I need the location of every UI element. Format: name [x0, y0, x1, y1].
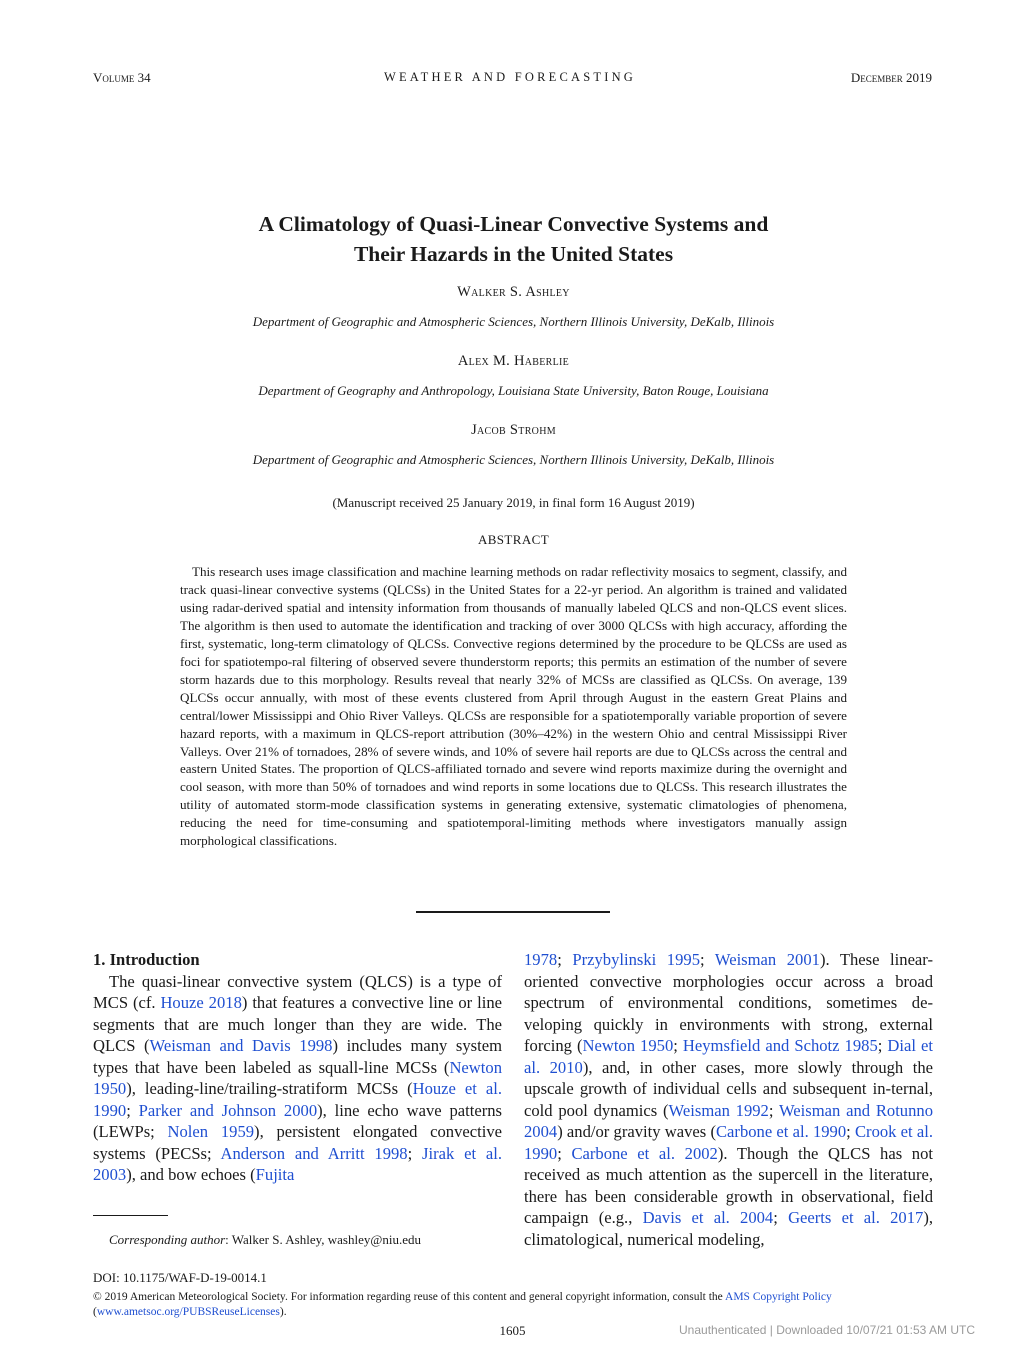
- body-text: ), leading-line/trailing-stratiform MCSs (: [126, 1079, 413, 1098]
- footnote-rule: [93, 1215, 168, 1216]
- body-text: ), climatological, numerical modeling,: [524, 1208, 933, 1249]
- running-header-journal: WEATHER AND FORECASTING: [383, 70, 637, 84]
- copyright-text: (: [93, 1306, 97, 1318]
- intro-paragraph: [93, 971, 502, 1186]
- title-line-2: Their Hazards in the United States: [353, 242, 674, 266]
- body-text: ) includes many system types that have been labeled as squall-line MCSs (: [93, 1036, 503, 1077]
- body-text: ). Though the QLCS has not received as much attention as the supercell in the literature, there has been considerable growth in observational, field campaign (e.g.,: [524, 1143, 934, 1227]
- body-text: The quasi-linear convective system (QLCS) is a type of MCS (cf.: [93, 971, 502, 1012]
- citation-link[interactable]: Parker and Johnson 2000: [138, 1100, 318, 1120]
- author-affiliation: Department of Geographic and Atmospheric Sciences, Northern Illinois University, DeKalb, Illinois: [252, 314, 775, 329]
- citation-link[interactable]: Weisman 1992: [668, 1100, 769, 1120]
- copyright-text: ).: [279, 1306, 287, 1318]
- author-name: Alex M. Haberlie: [457, 353, 570, 369]
- citation-link[interactable]: Weisman and Rotunno 2004: [524, 1100, 933, 1141]
- abstract-heading: ABSTRACT: [477, 532, 550, 547]
- citation-link[interactable]: 1978: [524, 950, 558, 969]
- abstract-text: This research uses image classification and machine learning methods on radar reflectivity mosaics to segment, classify, and track quasi-linear convective systems (QLCSs) in the United States for a 22-yr period. An algorithm is trained and validated using radar-derived spatial and intensity information from thousands of manually labeled QLCS and non-QLCS event slices. The algorithm is then used to automate the identification and tracking of over 3000 QLCSs with high accuracy, affording the first, systematic, long-term climatology of QLCSs. Convective regions determined by the procedure to be QLCSs are used as foci for spatiotempo-ral filtering of observed severe thunderstorm reports; this permits an estimation of the number of severe storm hazards due to this morphology. Results reveal that nearly 32% of MCSs are classified as QLCSs. On average, 139 QLCSs occur annually, with most of these events clustered from April through August in the eastern Great Plains and central/lower Mississippi and Ohio River Valleys. QLCSs are responsible for a spatiotemporally variable proportion of severe hazard reports, with a maximum in QLCS-report attribution (30%–42%) in the western Ohio and central Mississippi River Valleys. Over 21% of tornadoes, 28% of severe winds, and 10% of severe hail reports are due to QLCSs across the central and eastern United States. The proportion of QLCS-affiliated tornado and severe wind reports maximize during the overnight and cool season, with more than 50% of tornadoes and wind reports in some locations due to QLCSs. This research illustrates the utility of automated storm-mode classification systems in generating extensive, systematic climatologies of phenomena, reducing the need for time-consuming and spatiotemporal-limiting methods where investigators manually assign morphological classifications.: [180, 564, 847, 849]
- body-text: ;: [126, 1100, 139, 1120]
- reuse-licenses-link[interactable]: www.ametsoc.org/PUBSReuseLicenses: [96, 1306, 280, 1318]
- running-header-volume: Volume 34: [93, 70, 151, 85]
- body-text: ), persistent elongated convective systems (PECSs;: [93, 1122, 502, 1163]
- footnote-label: Corresponding author: [109, 1232, 226, 1247]
- intro-paragraph-continued: [524, 949, 933, 1250]
- page-number: 1605: [499, 1323, 526, 1338]
- body-text: ;: [773, 1208, 789, 1227]
- section-divider: [416, 911, 610, 913]
- doi: DOI: 10.1175/WAF-D-19-0014.1: [93, 1270, 267, 1285]
- body-text: ) that features a convective line or line segments that are much longer than they are wide. The QLCS (: [93, 993, 503, 1055]
- author-affiliation: Department of Geographic and Atmospheric Sciences, Northern Illinois University, DeKalb, Illinois: [252, 452, 775, 467]
- citation-link[interactable]: Newton 1950: [93, 1057, 502, 1098]
- copyright-policy-link[interactable]: AMS Copyright Policy: [725, 1291, 832, 1303]
- intro-left-column: [93, 949, 502, 1186]
- citation-link[interactable]: Crook et al. 1990: [524, 1122, 933, 1163]
- citation-link[interactable]: Jirak et al. 2003: [93, 1143, 503, 1184]
- citation-link[interactable]: Carbone et al. 2002: [571, 1143, 718, 1163]
- citation-link[interactable]: Weisman 2001: [714, 950, 820, 969]
- footnote-text: : Walker S. Ashley, washley@niu.edu: [225, 1232, 421, 1247]
- body-text: ), line echo wave patterns (LEWPs;: [93, 1100, 502, 1141]
- manuscript-dates: (Manuscript received 25 January 2019, in final form 16 August 2019): [332, 495, 695, 510]
- running-header-date: December 2019: [850, 70, 932, 85]
- body-text: ;: [700, 950, 715, 969]
- body-text: ;: [877, 1036, 888, 1055]
- citation-link[interactable]: Przybylinski 1995: [572, 950, 700, 969]
- citation-link[interactable]: Weisman and Davis 1998: [149, 1036, 333, 1055]
- body-text: ;: [557, 1143, 572, 1163]
- citation-link[interactable]: Houze 2018: [160, 993, 242, 1012]
- citation-link[interactable]: Heymsfield and Schotz 1985: [682, 1036, 878, 1055]
- author-name: Jacob Strohm: [471, 422, 556, 438]
- citation-link[interactable]: Davis et al. 2004: [642, 1208, 774, 1227]
- paper-title: [0, 209, 1020, 269]
- body-text: ;: [673, 1036, 683, 1055]
- download-watermark: Unauthenticated | Downloaded 10/07/21 01:53 AM UTC: [679, 1323, 975, 1337]
- section-heading: 1. Introduction: [93, 950, 200, 969]
- body-text: ;: [407, 1143, 423, 1163]
- body-text: ) and/or gravity waves (: [557, 1122, 716, 1141]
- citation-link[interactable]: Carbone et al. 1990: [715, 1122, 847, 1141]
- intro-right-column: [524, 949, 933, 1250]
- citation-link[interactable]: Houze et al. 1990: [93, 1079, 502, 1120]
- body-text: ;: [768, 1100, 779, 1120]
- citation-link[interactable]: Fujita: [255, 1165, 295, 1184]
- copyright-notice: [93, 1290, 935, 1320]
- copyright-text: © 2019 American Meteorological Society. For information regarding reuse of this content and general copyright information, consult the: [93, 1291, 726, 1303]
- citation-link[interactable]: Dial et al. 2010: [524, 1036, 933, 1077]
- body-text: ). These linear-oriented convective morphologies occur across a broad spectrum of environmental conditions, sometimes de-veloping quickly in environments with strong, external forcing (: [524, 950, 934, 1055]
- author-affiliation: Department of Geography and Anthropology, Louisiana State University, Baton Rouge, Louisiana: [258, 383, 769, 398]
- corresponding-author-footnote: [109, 1232, 421, 1248]
- body-text: ;: [846, 1122, 855, 1141]
- author-name: Walker S. Ashley: [457, 284, 570, 300]
- title-line-1: A Climatology of Quasi-Linear Convective Systems and: [258, 212, 769, 236]
- body-text: ), and bow echoes (: [126, 1165, 256, 1184]
- citation-link[interactable]: Anderson and Arritt 1998: [220, 1143, 408, 1163]
- citation-link[interactable]: Nolen 1959: [167, 1122, 255, 1141]
- citation-link[interactable]: Geerts et al. 2017: [788, 1208, 924, 1227]
- body-text: ), and, in other cases, more slowly through the upscale growth of individual cells and subsequent in-ternal, cold pool dynamics (: [524, 1057, 933, 1120]
- body-text: ;: [557, 950, 573, 969]
- citation-link[interactable]: Newton 1950: [582, 1036, 674, 1055]
